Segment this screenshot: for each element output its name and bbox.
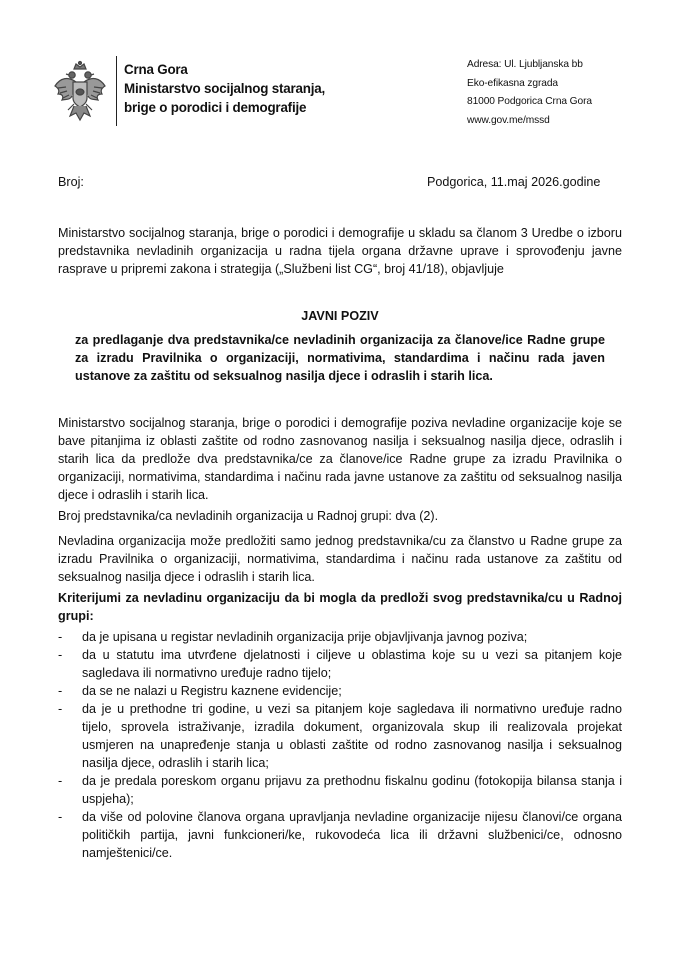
criteria-text: da je upisana u registar nevladinih organizacija prije objavljivanja javnog poziva;: [82, 630, 528, 644]
org-line-country: Crna Gora: [124, 62, 188, 77]
address-city: 81000 Podgorica Crna Gora: [467, 96, 592, 108]
bullet-dash: -: [58, 630, 63, 644]
document-date: Podgorica, 11.maj 2026.godine: [427, 175, 601, 189]
org-line-ministry-cont: brige o porodici i demografije: [124, 100, 307, 115]
address-building: Eko-efikasna zgrada: [467, 77, 558, 89]
document-title: JAVNI POZIV: [301, 309, 379, 323]
list-item: [58, 808, 622, 862]
bullet-dash: -: [58, 684, 63, 698]
criteria-text: da se ne nalazi u Registru kaznene evidencije;: [82, 684, 342, 698]
organization-name: [124, 60, 325, 117]
bullet-dash: -: [58, 702, 63, 716]
header-divider: [116, 56, 117, 126]
body-paragraph-invitation: Ministarstvo socijalnog staranja, brige o porodici i demografije poziva nevladine organizacije koje se bave pitanjima iz oblasti zaštite od rodno zasnovanog nasilja i seksualnog nasilja djece, odraslih i starih lica da predlože dva predstavnika/ce za članove/ice Radne grupe za izradu Pravilnika o organizaciji, normativima, standardima i načinu rada javne ustanove za zaštitu od seksualnog nasilja djece i odraslih i starih lica.: [58, 416, 622, 502]
list-item: [58, 646, 622, 682]
org-line-ministry: Ministarstvo socijalnog staranja,: [124, 81, 326, 96]
coat-of-arms-icon: [52, 60, 108, 124]
address-website: www.gov.me/mssd: [467, 114, 550, 126]
criteria-text: da u statutu ima utvrđene djelatnosti i ciljeve u oblastima koje su u vezi sa pitanjem koje sagledava ili normativno uređuje radno tijelo;: [82, 648, 622, 680]
criteria-text: da više od polovine članova organa upravljanja nevladine organizacije nijesu članovi/ce organa političkih partija, javni funkcioneri/ke, rukovodeća lica ili državni službenici/ce, odnosno namještenici/ce.: [82, 810, 622, 860]
criteria-text: da je u prethodne tri godine, u vezi sa pitanjem koje sagledava ili normativno uređuje radno tijelo, sprovela istraživanje, izradila dokument, organizovala skup ili realizovala projekat usmjeren na unapređenje stanja u oblasti zaštite od rodno zasnovanog nasilja i seksualnog nasilja djece, odraslih i starih lica;: [82, 702, 622, 770]
bullet-dash: -: [58, 774, 63, 788]
criteria-list: [58, 628, 622, 862]
address-street: Adresa: Ul. Ljubljanska bb: [467, 59, 583, 70]
criteria-heading: Kriterijumi za nevladinu organizaciju da bi mogla da predloži svog predstavnika/cu u Radnoj grupi:: [58, 591, 622, 623]
document-subtitle: za predlaganje dva predstavnika/ce nevladinih organizacija za članove/ice Radne grupe za izradu Pravilnika o organizaciji, normativima, standardima i načinu rada javen ustanove za zaštitu od seksualnog nasilja djece i odraslih i starih lica.: [75, 333, 605, 383]
reference-number-label: Broj:: [58, 175, 84, 189]
list-item: [58, 628, 622, 646]
address-block: [467, 56, 592, 130]
body-paragraph-count: Broj predstavnika/ca nevladinih organizacija u Radnoj grupi: dva (2).: [58, 509, 439, 523]
bullet-dash: -: [58, 810, 63, 824]
list-item: [58, 700, 622, 772]
bullet-dash: -: [58, 648, 63, 662]
criteria-text: da je predala poreskom organu prijavu za prethodnu fiskalnu godinu (fotokopija bilansa stanja i uspjeha);: [82, 774, 622, 806]
list-item: [58, 772, 622, 808]
intro-paragraph: Ministarstvo socijalnog staranja, brige o porodici i demografije u skladu sa članom 3 Uredbe o izboru predstavnika nevladinih organizacija u radna tijela organa državne uprave i sprovođenju javne rasprave u pripremi zakona i strategija („Službeni list CG“, broj 41/18), objavljuje: [58, 226, 622, 276]
body-paragraph-limit: Nevladina organizacija može predložiti samo jednog predstavnika/cu za članstvo u Radne grupe za izradu Pravilnika o organizaciji, normativima, standardima i načinu rada ustanove za zaštitu od seksualnog nasilja djece i odraslih i starih lica.: [58, 534, 622, 584]
list-item: [58, 682, 622, 700]
